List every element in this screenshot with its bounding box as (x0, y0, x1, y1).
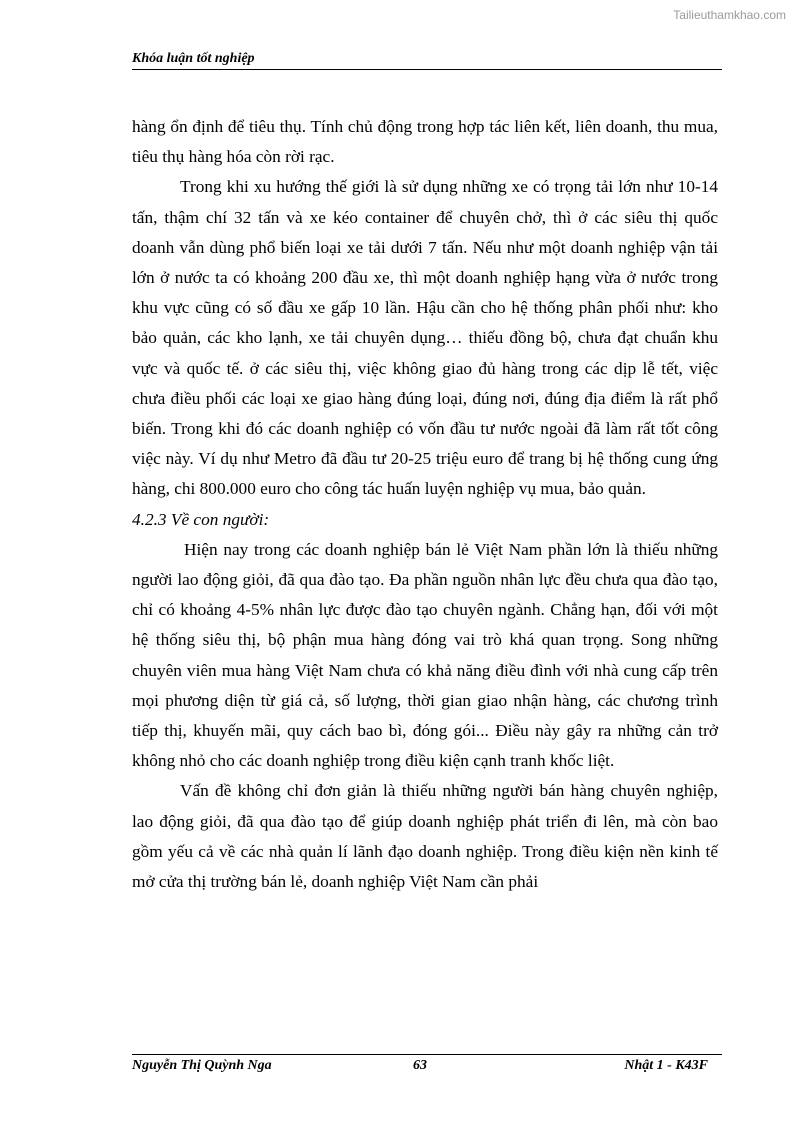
page-number: 63 (413, 1058, 427, 1073)
section-heading: 4.2.3 Về con người: (132, 509, 270, 529)
header-title: Khóa luận tốt nghiệp (132, 51, 255, 66)
footer-class: Nhật 1 - K43F (624, 1058, 708, 1073)
paragraph-1: hàng ổn định để tiêu thụ. Tính chủ động trong hợp tác liên kết, liên doanh, thu mua, tiêu thụ hàng hóa còn rời rạc. (132, 117, 718, 167)
paragraph-4: Vấn đề không chỉ đơn giản là thiếu những người bán hàng chuyên nghiệp, lao động giỏi, đã qua đào tạo để giúp doanh nghiệp phát triển đi lên, mà còn bao gồm yếu cả về các nhà quản lí lãnh đạo doanh nghiệp. Trong điều kiện nền kinh tế mở cửa thị trường bán lẻ, doanh nghiệp Việt Nam cần phải (132, 781, 718, 892)
watermark: Tailieuthamkhao.com (673, 8, 786, 22)
page-header (132, 49, 722, 70)
footer-author: Nguyễn Thị Quỳnh Nga (132, 1058, 272, 1073)
paragraph-3: Hiện nay trong các doanh nghiệp bán lẻ Việt Nam phần lớn là thiếu những người lao động giỏi, đã qua đào tạo. Đa phần nguồn nhân lực đều chưa qua đào tạo, chỉ có khoảng 4-5% nhân lực được đào tạo chuyên ngành. Chẳng hạn, đối với một hệ thống siêu thị, bộ phận mua hàng đóng vai trò khá quan trọng. Song những chuyên viên mua hàng Việt Nam chưa có khả năng điều đình với nhà cung cấp trên mọi phương diện từ giá cả, số lượng, thời gian giao nhận hàng, các chương trình tiếp thị, khuyến mãi, quy cách bao bì, đóng gói... Điều này gây ra những cản trở không nhỏ cho các doanh nghiệp trong điều kiện cạnh tranh khốc liệt. (132, 539, 718, 771)
document-body (132, 112, 718, 897)
paragraph-2: Trong khi xu hướng thế giới là sử dụng những xe có trọng tải lớn như 10-14 tấn, thậm chí 32 tấn và xe kéo container để chuyên chở, thì ở các siêu thị quốc doanh vẫn dùng phổ biến loại xe tải dưới 7 tấn. Nếu như một doanh nghiệp vận tải lớn ở nước ta có khoảng 200 đầu xe, thì một doanh nghiệp hạng vừa ở nước trong khu vực cũng có số đầu xe gấp 10 lần. Hậu cần cho hệ thống phân phối như: kho bảo quản, các kho lạnh, xe tải chuyên dụng… thiếu đồng bộ, chưa đạt chuẩn khu vực và quốc tế. ở các siêu thị, việc không giao đủ hàng trong các dịp lễ tết, việc chưa điều phối các loại xe giao hàng đúng loại, đúng nơi, đúng địa điểm là rất phổ biến. Trong khi đó các doanh nghiệp có vốn đầu tư nước ngoài đã làm rất tốt công việc này. Ví dụ như Metro đã đầu tư 20-25 triệu euro để trang bị hệ thống cung ứng hàng, chi 800.000 euro cho công tác huấn luyện nghiệp vụ mua, bảo quản. (132, 177, 718, 499)
footer-divider (132, 1054, 722, 1055)
